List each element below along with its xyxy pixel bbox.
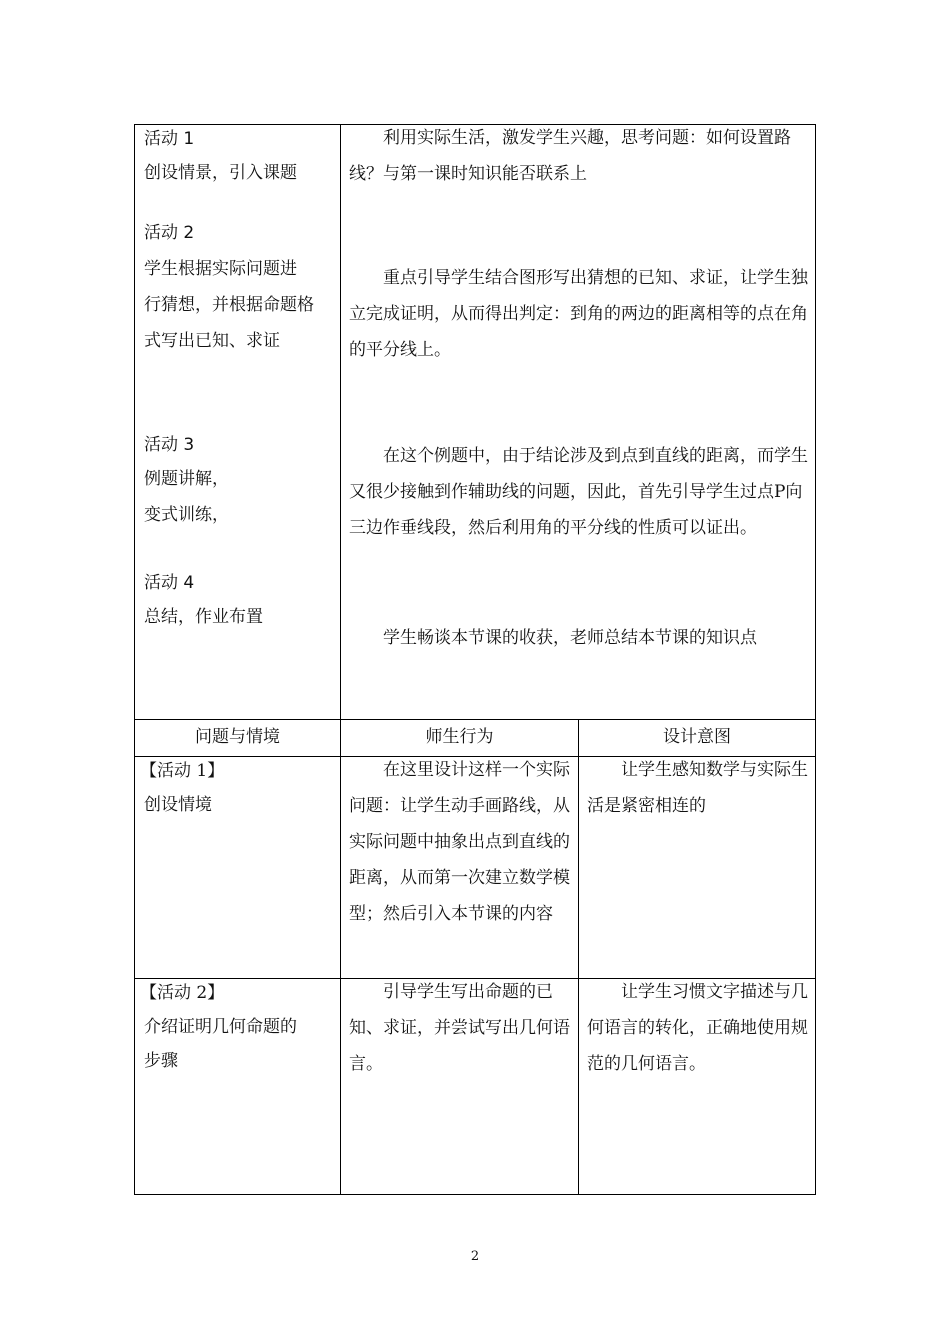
row-1-title: 创设情境 (144, 795, 212, 815)
activity-3-desc-line-1: 例题讲解， (144, 469, 229, 489)
activity-3-description: 在这个例题中，由于结论涉及到点到直线的距离，而学生又很少接触到作辅助线的问题，因此，首先引导学生过点P向三边作垂线段，然后利用角的平分线的性质可以证出。 (349, 446, 808, 538)
table-column-divider-1 (340, 124, 341, 1195)
table-border-right (815, 124, 816, 1195)
activity-1-title: 活动 1 (144, 129, 195, 149)
row-1-activity-label: 【活动 1】 (140, 761, 225, 781)
activity-3-title: 活动 3 (144, 435, 195, 455)
row-2-title: 介绍证明几何命题的 (144, 1017, 297, 1037)
row-1-behavior: 在这里设计这样一个实际问题：让学生动手画路线，从实际问题中抽象出点到直线的距离，从而第一次建立数学模型；然后引入本节课的内容 (349, 760, 570, 924)
page-number: 2 (470, 1249, 480, 1264)
header-design-intent: 设计意图 (663, 727, 731, 747)
activity-4-title: 活动 4 (144, 573, 195, 593)
row-1-intent: 让学生感知数学与实际生活是紧密相连的 (587, 760, 808, 816)
activity-1-desc: 创设情景，引入课题 (144, 163, 297, 183)
table-border-left (134, 124, 135, 1195)
activity-2-desc-line-3: 式写出已知、求证 (144, 331, 280, 351)
activity-3-desc-line-2: 变式训练， (144, 505, 229, 525)
table-column-divider-2 (578, 719, 579, 1195)
row-2-activity-label: 【活动 2】 (140, 983, 225, 1003)
activity-1-description: 利用实际生活，激发学生兴趣，思考问题：如何设置路线？与第一课时知识能否联系上 (349, 128, 791, 184)
row-2-intent: 让学生习惯文字描述与几何语言的转化，正确地使用规范的几何语言。 (587, 982, 808, 1074)
row-2-title-line-2: 步骤 (144, 1051, 178, 1071)
activity-2-desc-line-1: 学生根据实际问题进 (144, 259, 297, 279)
row-2-behavior: 引导学生写出命题的已知、求证，并尝试写出几何语言。 (349, 982, 570, 1074)
header-problem-situation: 问题与情境 (195, 727, 280, 747)
activity-2-description: 重点引导学生结合图形写出猜想的已知、求证，让学生独立完成证明，从而得出判定：到角的两边的距离相等的点在角的平分线上。 (349, 268, 808, 360)
activity-2-title: 活动 2 (144, 223, 195, 243)
activity-2-desc-line-2: 行猜想，并根据命题格 (144, 295, 314, 315)
table-border-bottom (134, 1194, 816, 1195)
header-teacher-student-behavior: 师生行为 (425, 727, 494, 747)
activity-4-desc: 总结，作业布置 (144, 607, 263, 627)
activity-4-description: 学生畅谈本节课的收获，老师总结本节课的知识点 (383, 628, 757, 648)
